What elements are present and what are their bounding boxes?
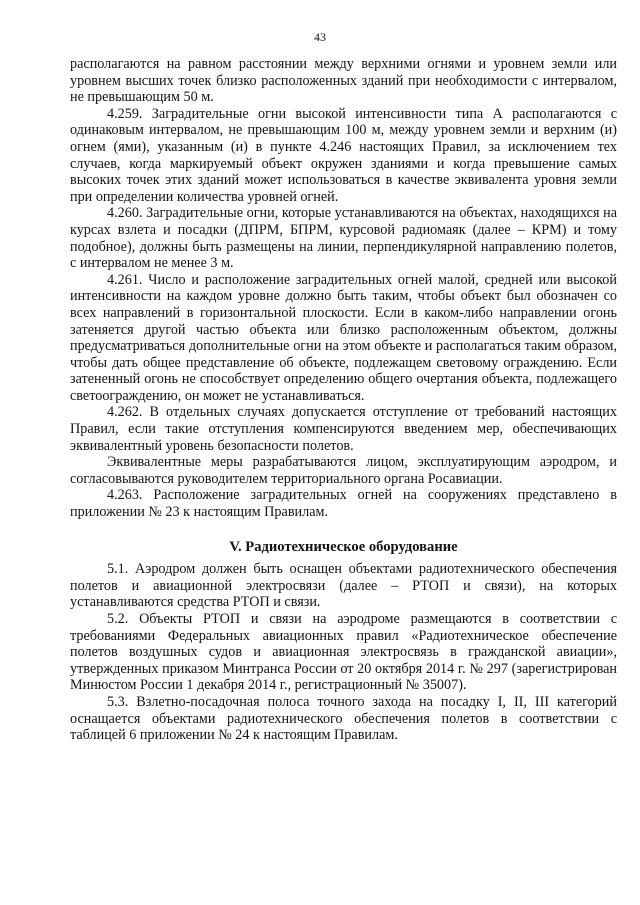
paragraph-4-263: 4.263. Расположение заградительных огней на сооружениях представлено в приложении № 23 к настоящим Правилам. xyxy=(70,487,617,521)
paragraph-5-1: 5.1. Аэродром должен быть оснащен объектами радиотехнического обеспечения полетов и авиационной электросвязи (далее – РТОП и связи), на которых устанавливаются средства РТОП и связи. xyxy=(70,561,617,611)
paragraph-equivalent-measures: Эквивалентные меры разрабатываются лицом, эксплуатирующим аэродром, и согласовываются руководителем территориального органа Росавиации. xyxy=(70,454,617,487)
paragraph-5-3: 5.3. Взлетно-посадочная полоса точного захода на посадку I, II, III категорий оснащается объектами радиотехнического обеспечения полетов в соответствии с таблицей 6 приложении № 24 к настоящим Правилам. xyxy=(70,693,617,744)
section-heading: V. Радиотехническое оборудование xyxy=(229,538,458,555)
paragraph-4-261: 4.261. Число и расположение заградительных огней малой, средней или высокой интенсивности на каждом уровне должно быть таким, чтобы объект был обозначен со всех направлений в горизонтальной плоскости. Если в каком-либо направлении огонь затеняется другой частью объекта или близко расположенным объектом, должны предусматриваться дополнительные огни на этом объекте и располагаться таким образом, чтобы дать общее представление об объекте, подлежащем световому ограждению. Если затененный огонь не способствует определению общего очертания объекта, подлежащего светоограждению, он может не устанавливаться. xyxy=(70,271,617,404)
paragraph-5-2: 5.2. Объекты РТОП и связи на аэродроме размещаются в соответствии с требованиями Федеральных авиационных правил «Радиотехническое обеспечение полетов воздушных судов и авиационная электросвязь в гражданской авиации», утвержденных приказом Минтранса России от 20 октября 2014 г. № 297 (зарегистрирован Минюстом России 1 декабря 2014 г., регистрационный № 35007). xyxy=(70,611,617,694)
page-number: 43 xyxy=(314,30,326,44)
paragraph-4-260: 4.260. Заградительные огни, которые устанавливаются на объектах, находящихся на курсах взлета и посадки (ДПРМ, БПРМ, курсовой радиомаяк (далее – КРМ) и тому подобное), должны быть размещены на линии, перпендикулярной направлению полетов, с интервалом не менее 3 м. xyxy=(70,205,617,272)
paragraph-continuation: располагаются на равном расстоянии между верхними огнями и уровнем земли или уровнем высших точек близко расположенных зданий при необходимости с интервалом, не превышающим 50 м. xyxy=(70,56,617,106)
document-body xyxy=(70,56,617,744)
paragraph-4-259: 4.259. Заградительные огни высокой интенсивности типа А располагаются с одинаковым интервалом, не превышающим 100 м, между уровнем земли и верхним (и) огнем (ями), указанным (и) в пункте 4.246 настоящих Правил, за исключением тех случаев, когда маркируемый объект окружен зданиями и когда превышение самых высоких точек этих зданий может использоваться в качестве эквивалента уровня земли при определении количества уровней огней. xyxy=(70,105,617,205)
paragraph-4-262: 4.262. В отдельных случаях допускается отступление от требований настоящих Правил, если такие отступления компенсируются введением мер, обеспечивающих эквивалентный уровень безопасности полетов. xyxy=(70,404,617,454)
